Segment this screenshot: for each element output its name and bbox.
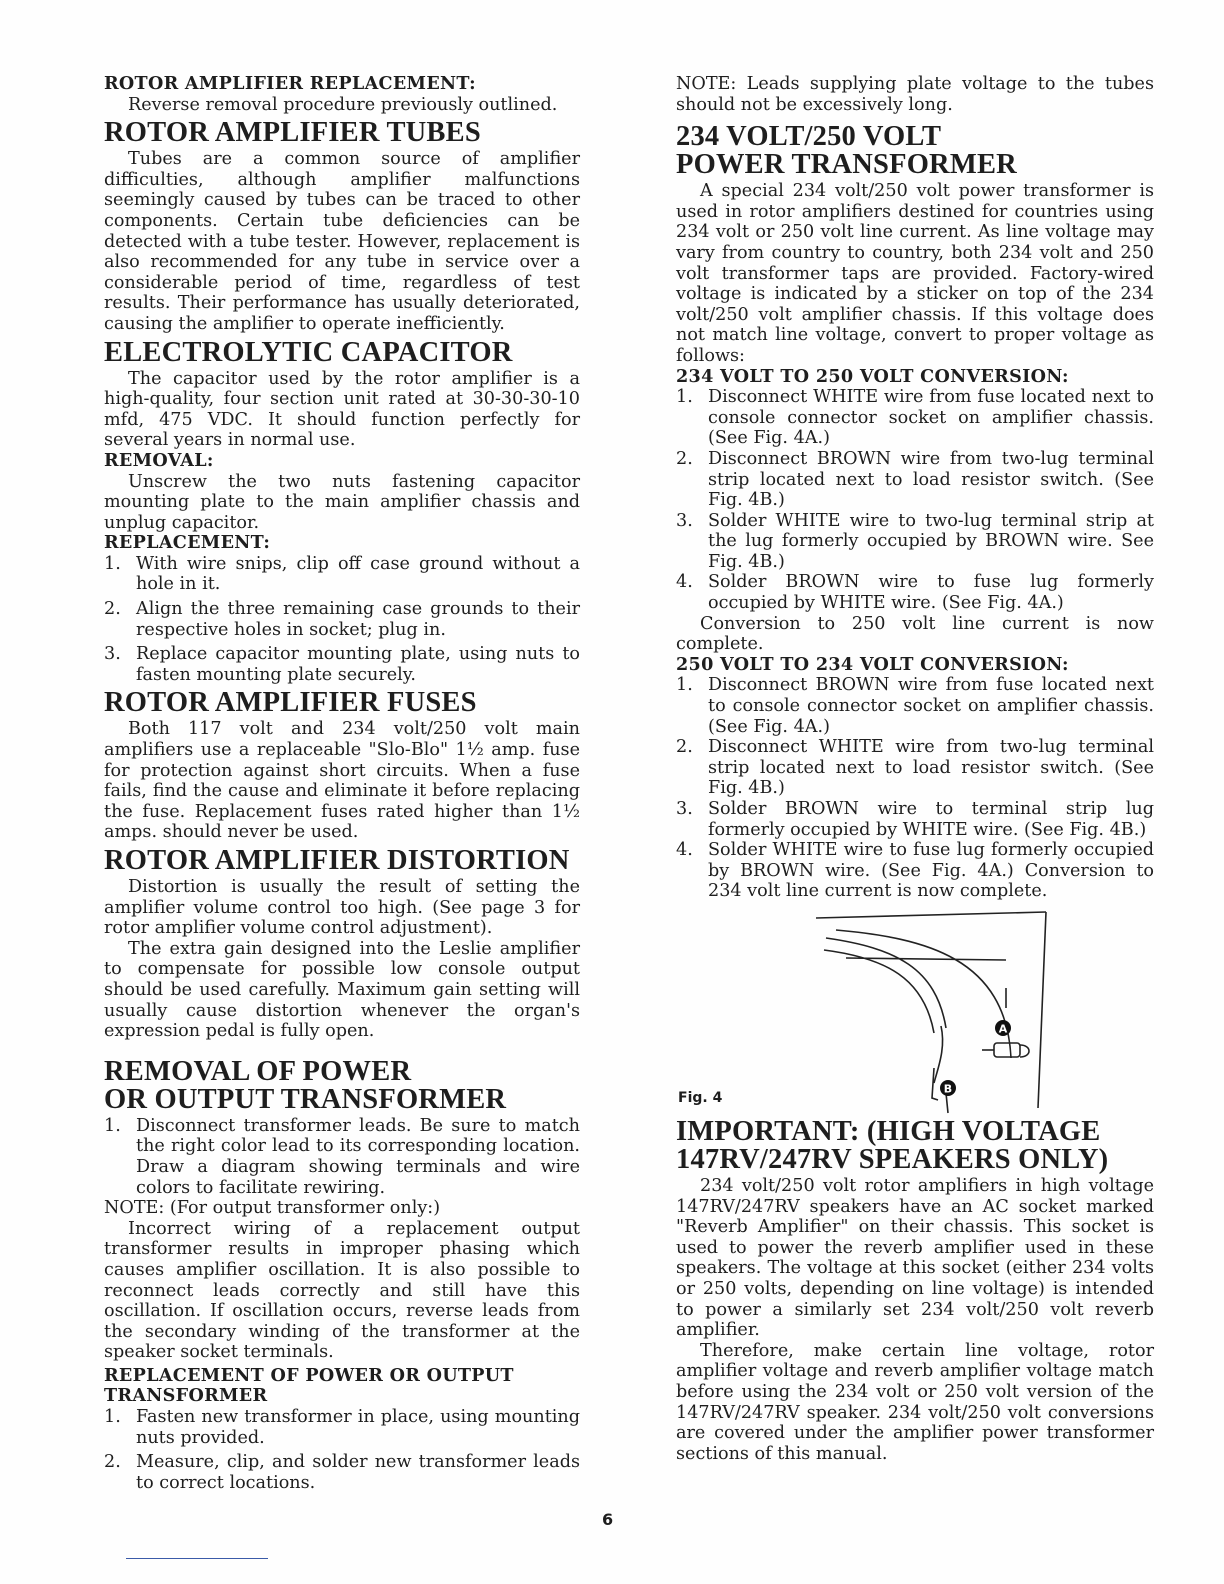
conversion-250-234-steps (676, 675, 1154, 902)
marker-a-label: A (998, 1022, 1008, 1036)
left-column (104, 74, 580, 1493)
conversion-234-250-steps (676, 387, 1154, 614)
transformer-replacement-steps (104, 1407, 580, 1493)
fuses-text: Both 117 volt and 234 volt/250 volt main amplifiers use a replaceable "Slo-Blo" 1½ amp. fuse for protection against short circuits. When a fuse fails, find the cause and eliminate it before replacing the fuse. Replacement fuses rated higher than 1½ amps. should never be used. (104, 719, 580, 843)
capacitor-replacement-steps (104, 554, 580, 686)
removal-power-heading-1: REMOVAL OF POWER (104, 1055, 412, 1087)
fuse-cap (1020, 1045, 1029, 1057)
list-item: 2. Measure, clip, and solder new transformer leads to correct locations. (104, 1452, 580, 1493)
list-item: 3. Solder BROWN wire to terminal strip lug formerly occupied by WHITE wire. (See Fig. 4B.) (676, 799, 1154, 840)
list-item: 2. Disconnect WHITE wire from two-lug terminal strip located next to load resistor switch. (See Fig. 4B.) (676, 737, 1154, 799)
chassis-edge-line (816, 912, 1046, 918)
wire-left-inner (824, 950, 934, 1033)
fuse-holder (994, 1043, 1020, 1057)
capacitor-removal-heading: REMOVAL: (104, 449, 214, 471)
conversion-250-234-heading: 250 VOLT TO 234 VOLT CONVERSION: (676, 653, 1069, 675)
list-item: 1. With wire snips, clip off case ground without a hole in it. (104, 553, 580, 595)
list-item: 4. Solder BROWN wire to fuse lug formerly occupied by WHITE wire. (See Fig. 4A.) (676, 572, 1154, 614)
list-item: 4. Solder WHITE wire to fuse lug formerly occupied by BROWN wire. (See Fig. 4A.) Conversion to 234 volt line current is now complete. (676, 840, 1154, 902)
amplifier-chassis-illustration (806, 908, 1056, 1118)
list-item: 2. Align the three remaining case grounds to their respective holes in socket; plug in. (104, 599, 580, 640)
wire-left-outer (826, 938, 946, 1028)
rotor-replacement-text: Reverse removal procedure previously outlined. (128, 94, 558, 115)
footnote-rule (126, 1558, 268, 1559)
list-item: 3. Replace capacitor mounting plate, using nuts to fasten mounting plate securely. (104, 644, 580, 685)
distortion-text-2: The extra gain designed into the Leslie amplifier to compensate for possible low console output should be used carefully. Maximum gain setting will usually cause distortion whenever the organ's expression pedal is fully open. (104, 938, 580, 1042)
removal-power-steps (104, 1116, 580, 1198)
output-transformer-note: NOTE: (For output transformer only:) (104, 1198, 441, 1219)
distortion-heading: ROTOR AMPLIFIER DISTORTION (104, 845, 570, 876)
capacitor-heading: ELECTROLYTIC CAPACITOR (104, 336, 513, 368)
transformer-text: A special 234 volt/250 volt power transformer is used in rotor amplifiers destined for countries using 234 volt or 250 volt line current. As line voltage may vary from country to country, both 234 volt and 250 volt transformer taps are provided. Factory-wired voltage is indicated by a sticker on top of the 234 volt/250 volt amplifier chassis. If this voltage does not match line voltage, convert to proper voltage as follows: (676, 181, 1154, 366)
list-item: 1. Disconnect BROWN wire from fuse located next to console connector socket on amplifier chassis. (See Fig. 4A.) (676, 675, 1154, 737)
important-heading-2: 147RV/247RV SPEAKERS ONLY) (676, 1143, 1109, 1175)
page-number: 6 (602, 1510, 614, 1529)
right-column (676, 74, 1154, 1464)
list-item: 1. Disconnect transformer leads. Be sure to match the right color lead to its corresponding location. Draw a diagram showing terminals and wire colors to facilitate rewiring. (104, 1115, 580, 1198)
capacitor-removal-text: Unscrew the two nuts fastening capacitor mounting plate to the main amplifier chassis and unplug capacitor. (104, 471, 580, 533)
terminal-lead (946, 1093, 948, 1113)
list-item: 1. Fasten new transformer in place, using mounting nuts provided. (104, 1407, 580, 1448)
chassis-side-line (1038, 912, 1046, 1108)
transformer-heading-1: 234 VOLT/250 VOLT (676, 121, 942, 153)
lead-b (934, 1026, 943, 1083)
list-item: 1. Disconnect WHITE wire from fuse located next to console connector socket on amplifier chassis. (See Fig. 4A.) (676, 387, 1154, 449)
conversion-234-250-footer: Conversion to 250 volt line current is now complete. (676, 613, 1154, 655)
tubes-text: Tubes are a common source of amplifier difficulties, although amplifier malfunctions seemingly caused by tubes can be traced to other components. Certain tube deficiencies can be detected with a tube tester. However, replacement is also recommended for any tube in service over a considerable period of time, regardless of test results. Their performance has usually deteriorated, causing the amplifier to operate inefficiently. (104, 149, 580, 334)
list-item: 3. Solder WHITE wire to two-lug terminal strip at the lug formerly occupied by BROWN wire. See Fig. 4B.) (676, 510, 1154, 572)
marker-b-label: B (943, 1082, 953, 1096)
capacitor-text: The capacitor used by the rotor amplifier is a high-quality, four section unit rated at 30-30-30-10 mfd, 475 VDC. It should function perfectly for several years in normal use. (104, 368, 580, 451)
conversion-234-250-heading: 234 VOLT TO 250 VOLT CONVERSION: (676, 365, 1069, 387)
figure-label: Fig. 4 (678, 1089, 723, 1106)
rotor-replacement-heading: ROTOR AMPLIFIER REPLACEMENT: (104, 73, 476, 94)
transformer-replacement-heading: REPLACEMENT OF POWER OR OUTPUT TRANSFORMER (104, 1364, 514, 1407)
removal-power-heading-2: OR OUTPUT TRANSFORMER (104, 1083, 507, 1115)
list-item: 2. Disconnect BROWN wire from two-lug terminal strip located next to load resistor switch. (See Fig. 4B.) (676, 448, 1154, 511)
figure-4 (676, 908, 1154, 1118)
tubes-heading: ROTOR AMPLIFIER TUBES (104, 117, 481, 149)
distortion-text-1: Distortion is usually the result of setting the amplifier volume control too high. (See page 3 for rotor amplifier volume control adjustment). (104, 877, 580, 939)
important-text-2: Therefore, make certain line voltage, rotor amplifier voltage and reverb amplifier voltage match before using the 234 volt or 250 volt version of the 147RV/247RV speaker. 234 volt/250 volt conversions are covered under the amplifier power transformer sections of this manual. (676, 1340, 1154, 1464)
important-text-1: 234 volt/250 volt rotor amplifiers in high voltage 147RV/247RV speakers have an AC socket marked "Reverb Amplifier" on their chassis. This socket is used to power the reverb amplifier used in these speakers. The voltage at this socket (either 234 volts or 250 volts, depending on line voltage) is intended to power a similarly set 234 volt/250 volt reverb amplifier. (676, 1175, 1154, 1341)
wire-right (836, 930, 1011, 1058)
output-transformer-note-text: Incorrect wiring of a replacement output transformer results in improper phasing which causes amplifier oscillation. It is also possible to reconnect leads correctly and still have this oscillation. If oscillation occurs, reverse leads from the secondary winding of the transformer at the speaker socket terminals. (104, 1218, 580, 1363)
important-heading-1: IMPORTANT: (HIGH VOLTAGE (676, 1115, 1101, 1147)
transformer-heading-2: POWER TRANSFORMER (676, 149, 1017, 181)
fuses-heading: ROTOR AMPLIFIER FUSES (104, 687, 477, 719)
capacitor-replacement-heading: REPLACEMENT: (104, 532, 271, 554)
plate-voltage-note: NOTE: Leads supplying plate voltage to the tubes should not be excessively long. (676, 74, 1154, 115)
